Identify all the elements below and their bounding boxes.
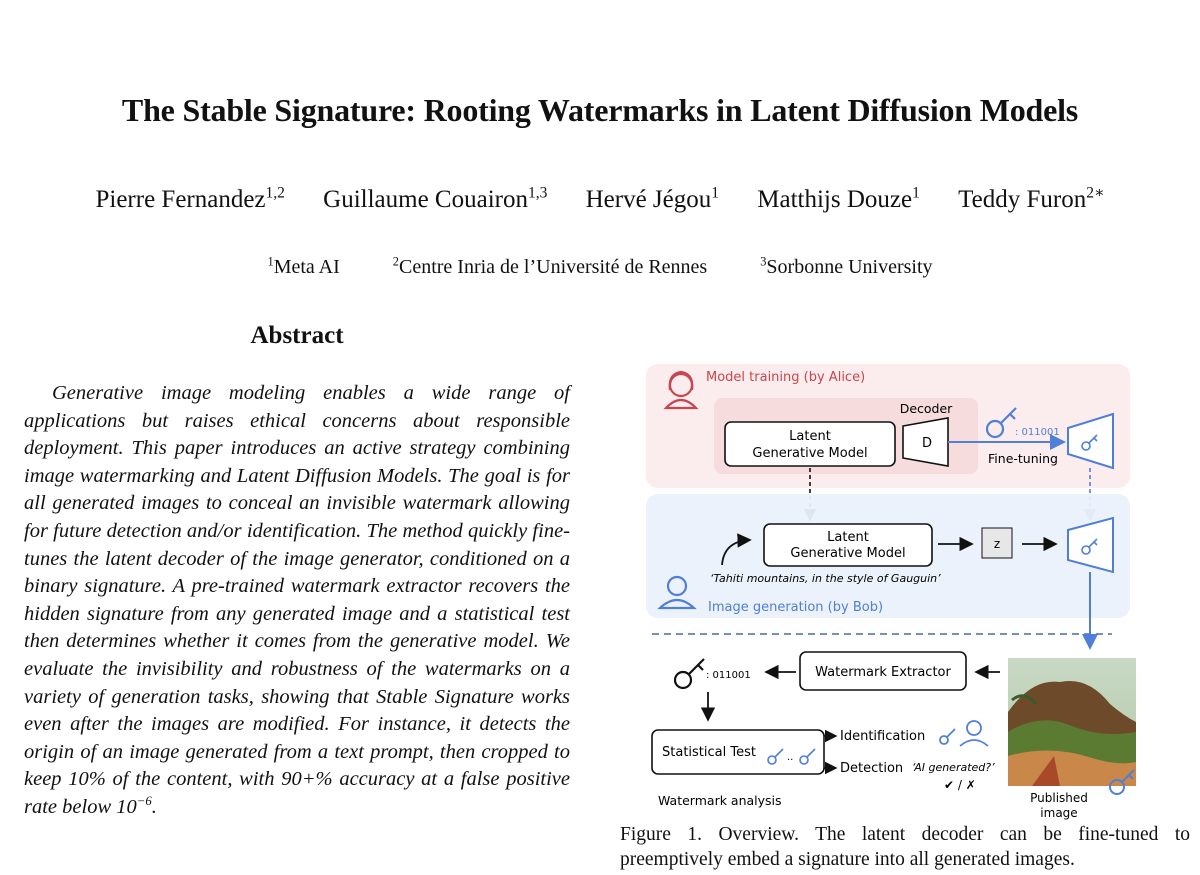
affiliation: $^3$Sorbonne University <box>760 254 933 278</box>
author: Teddy Furon$^{2∗}$ <box>958 184 1105 213</box>
key-bits-top: : 011001 <box>1015 427 1060 438</box>
latent-z-label: z <box>993 537 1001 551</box>
generation-label: Image generation (by Bob) <box>708 600 884 615</box>
author: Guillaume Couairon$^{1,3}$ <box>323 184 548 213</box>
published-label-line1: Published <box>1030 791 1088 805</box>
detection-label: Detection <box>840 761 904 776</box>
latent-model-top-line2: Generative Model <box>752 446 868 461</box>
identification-label: Identification <box>840 729 926 744</box>
compare-dots: .. <box>787 752 794 763</box>
extractor-label: Watermark Extractor <box>815 665 951 680</box>
author: Pierre Fernandez$^{1,2}$ <box>95 184 285 213</box>
training-label: Model training (by Alice) <box>706 370 866 385</box>
published-image <box>1008 658 1136 786</box>
latent-model-bottom-line1: Latent <box>827 530 869 545</box>
paper-title: The Stable Signature: Rooting Watermarks in Latent Diffusion Models <box>121 92 1079 128</box>
decoder-label: Decoder <box>899 401 953 416</box>
author: Matthijs Douze$^1$ <box>757 184 920 213</box>
latent-model-bottom-line2: Generative Model <box>790 546 906 561</box>
overview-figure <box>640 360 1140 825</box>
prompt-text: ‘Tahiti mountains, in the style of Gauguin’ <box>710 572 941 585</box>
affiliation: $^1$Meta AI <box>267 254 340 278</box>
stat-test-label: Statistical Test <box>662 745 756 760</box>
extracted-bits: : 011001 <box>706 670 751 681</box>
affiliation: $^2$Centre Inria de l’Université de Rennes <box>392 254 708 278</box>
author-list <box>0 186 1200 214</box>
figure-caption: Figure 1. Overview. The latent decoder can be fine-tuned to preemptively embed a signature into all generated images. <box>620 824 1190 870</box>
analysis-label: Watermark analysis <box>658 793 782 808</box>
affiliation-list <box>0 256 1200 279</box>
decoder-letter: D <box>921 436 933 451</box>
abstract-heading: Abstract <box>250 322 344 349</box>
ai-generated-question: ‘AI generated?’ <box>912 761 995 774</box>
abstract-text: Generative image modeling enables a wide range of applications but raises ethical concerns about responsible deployment. This paper introduces an active strategy combining image watermarking and Latent Diffusion Models. The goal is for all generated images to conceal an invisible watermark allowing for future detection and/or identification. The method quickly fine-tunes the latent decoder of the image generator, conditioned on a binary signature. A pre-trained watermark extractor recovers the hidden signature from any generated image and a statistical test then determines whether it comes from the generative model. We evaluate the invisibility and robustness of the watermarks on a variety of generation tasks, showing that Stable Signature works even after the images are modified. For instance, it detects the origin of an image generated from a text prompt, then cropped to keep 10% of the content, with 90+% accuracy at a false positive rate below $10^{-6}$. <box>24 382 570 818</box>
identify-user-icon <box>940 721 988 746</box>
extracted-key-icon <box>675 659 704 688</box>
check-cross: ✔ / ✗ <box>944 778 976 792</box>
published-label-line2: image <box>1040 806 1078 820</box>
author: Hervé Jégou$^1$ <box>585 184 720 213</box>
fine-tuning-label: Fine-tuning <box>988 451 1058 466</box>
latent-model-top-line1: Latent <box>789 429 831 444</box>
